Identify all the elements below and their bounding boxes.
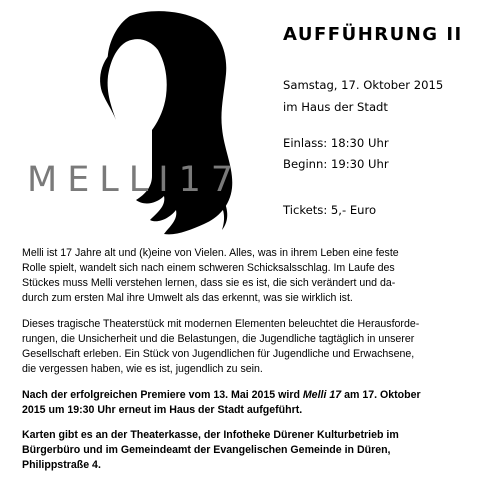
paragraph-synopsis <box>22 246 462 306</box>
paragraph-tickets-info <box>22 428 462 473</box>
start-time: Beginn: 19:30 Uhr <box>283 157 389 171</box>
text-span: am 17. Oktober <box>341 389 421 401</box>
logo-text: MELLI17 <box>27 160 244 200</box>
paragraph-premiere <box>22 388 462 418</box>
text-line: Bürgerbüro und im Gemeindeamt der Evangelischen Gemeinde in Düren, <box>22 444 391 456</box>
ticket-price: Tickets: 5,- Euro <box>283 203 377 217</box>
text-line: Stückes muss Melli verstehen lernen, dass sie es ist, die sich verändert und da- <box>22 277 396 289</box>
event-venue: im Haus der Stadt <box>283 100 388 114</box>
text-span: Nach der erfolgreichen Premiere vom 13. Mai 2015 wird <box>22 389 303 401</box>
text-line: Dieses tragische Theaterstück mit modernen Elementen beleuchtet die Herausforde- <box>22 318 420 330</box>
play-title: Melli 17 <box>302 389 342 401</box>
event-heading: AUFFÜHRUNG II <box>283 24 463 45</box>
text-line: durch zum ersten Mal ihre Umwelt als das erkennt, was sie wirklich ist. <box>22 292 353 304</box>
long-hair-silhouette-icon <box>72 10 237 238</box>
paragraph-description <box>22 317 462 377</box>
text-line: Rolle spielt, wandelt sich nach einem schweren Schicksalsschlag. Im Laufe des <box>22 262 395 274</box>
admission-time: Einlass: 18:30 Uhr <box>283 136 389 150</box>
text-line: rungen, die Unsicherheit und die Belastungen, die Jugendliche tagtäglich in unserer <box>22 333 415 345</box>
text-line: Karten gibt es an der Theaterkasse, der Infotheke Dürener Kulturbetrieb im <box>22 429 399 441</box>
text-line: Philippstraße 4. <box>22 459 101 471</box>
text-line: Gesellschaft erleben. Ein Stück von Jugendlichen für Jugendliche und Erwachsene, <box>22 348 415 360</box>
text-line <box>22 388 462 403</box>
event-date: Samstag, 17. Oktober 2015 <box>283 78 444 92</box>
text-line: die vergessen haben, wie es ist, jugendlich zu sein. <box>22 363 263 375</box>
text-line: 2015 um 19:30 Uhr erneut im Haus der Stadt aufgeführt. <box>22 404 303 416</box>
text-line: Melli ist 17 Jahre alt und (k)eine von Vielen. Alles, was in ihrem Leben eine feste <box>22 247 399 259</box>
